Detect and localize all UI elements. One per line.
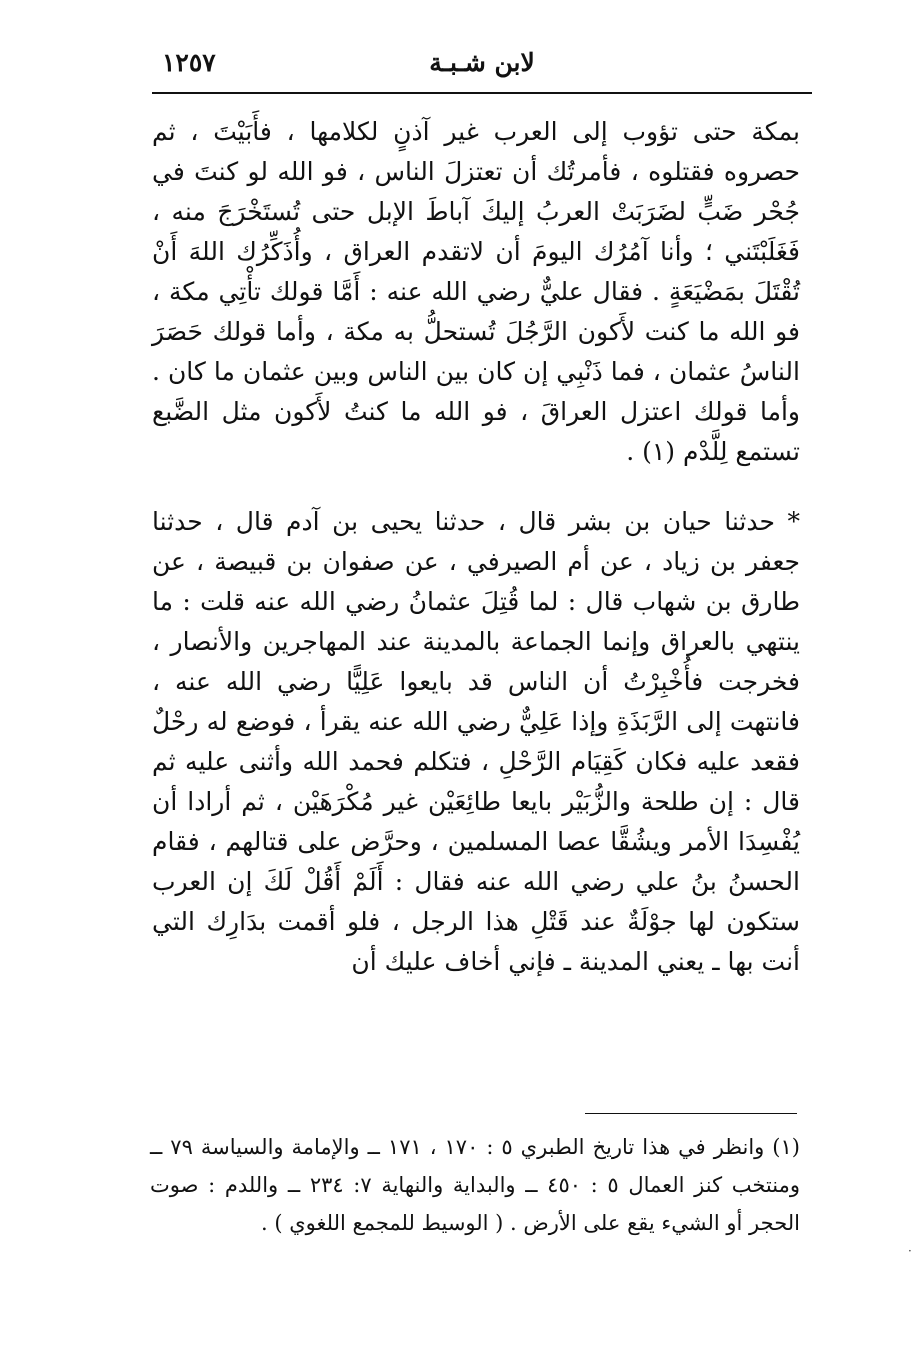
page-header bbox=[152, 44, 812, 96]
paragraph-2: * حدثنا حيان بن بشر قال ، حدثنا يحيى بن آدم قال ، حدثنا جعفر بن زياد ، عن أم الصيرفي ، عن صفوان بن قبيصة ، عن طارق بن شهاب قال : لما قُتِلَ عثمانُ رضي الله عنه قلت : ما ينتهي بالعراق وإنما الجماعة بالمدينة عند المهاجرين والأنصار ، فخرجت فأُخْبِرْتُ أن الناس قد بايعوا عَلِيًّا رضي الله عنه ، فانتهت إلى الرَّبَذَةِ وإذا عَلِيٌّ رضي الله عنه يقرأ ، فوضع له رحْلٌ فقعد عليه فكان كَقِيَام الرَّحْلِ ، فتكلم فحمد الله وأثنى عليه ثم قال : إن طلحة والزُّبَيْر بايعا طائِعَيْن غير مُكْرَهَيْن ، ثم أرادا أن يُفْسِدَا الأمر ويشُقَّا عصا المسلمين ، وحرَّض على قتالهم ، فقام الحسنُ بنُ علي رضي الله عنه فقال : أَلَمْ أَقُلْ لَكَ إن العرب ستكون لها جوْلَةٌ عند قَتْلِ هذا الرجل ، فلو أقمت بدَارِك التي أنت بها ـ يعني المدينة ـ فإني أخاف عليك أن bbox=[152, 507, 800, 976]
header-rule bbox=[152, 92, 812, 94]
paragraph-1: بمكة حتى تؤوب إلى العرب غير آذنٍ لكلامها ، فأَبَيْتَ ، ثم حصروه فقتلوه ، فأمرتُك أن تعتزلَ الناس ، فو الله لو كنتَ في جُحْر ضَبٍّ لضَرَبَتْ العربُ إليكَ آباطَ الإبل حتى تُستَخْرَجَ منه ، فَغَلَبْتَني ؛ وأنا آمُرُك اليومَ أن لاتقدم العراق ، وأُذَكِّرُك اللهَ أَنْ تُقْتَلَ بمَضْيَعَةٍ . فقال عليٌّ رضي الله عنه : أَمَّا قولك تأْتِي مكة ، فو الله ما كنت لأَكون الرَّجُلَ تُستحلُّ به مكة ، وأما قولك حَصَرَ الناسُ عثمان ، فما ذَنْبِي إن كان بين الناس وبين عثمان ما كان . وأما قولك اعتزل العراقَ ، فو الله ما كنتُ لأَكون مثل الضَّبع تستمع لِلَّدْم (١) . bbox=[152, 117, 800, 466]
margin-mark: · bbox=[908, 1244, 912, 1258]
running-title: لابن شـبـة bbox=[429, 48, 535, 77]
main-text bbox=[152, 112, 800, 982]
page-number: ١٢٥٧ bbox=[162, 48, 216, 77]
footnote-rule bbox=[585, 1113, 797, 1114]
footnote: (١) وانظر في هذا تاريخ الطبري ٥ : ١٧٠ ، ١٧١ ــ والإمامة والسياسة ٧٩ ــ ومنتخب كنز العمال ٥ : ٤٥٠ ــ والبداية والنهاية ٧: ٢٣٤ ــ واللدم : صوت الحجر أو الشيء يقع على الأرض . ( الوسيط للمجمع اللغوي ) . bbox=[150, 1135, 800, 1235]
